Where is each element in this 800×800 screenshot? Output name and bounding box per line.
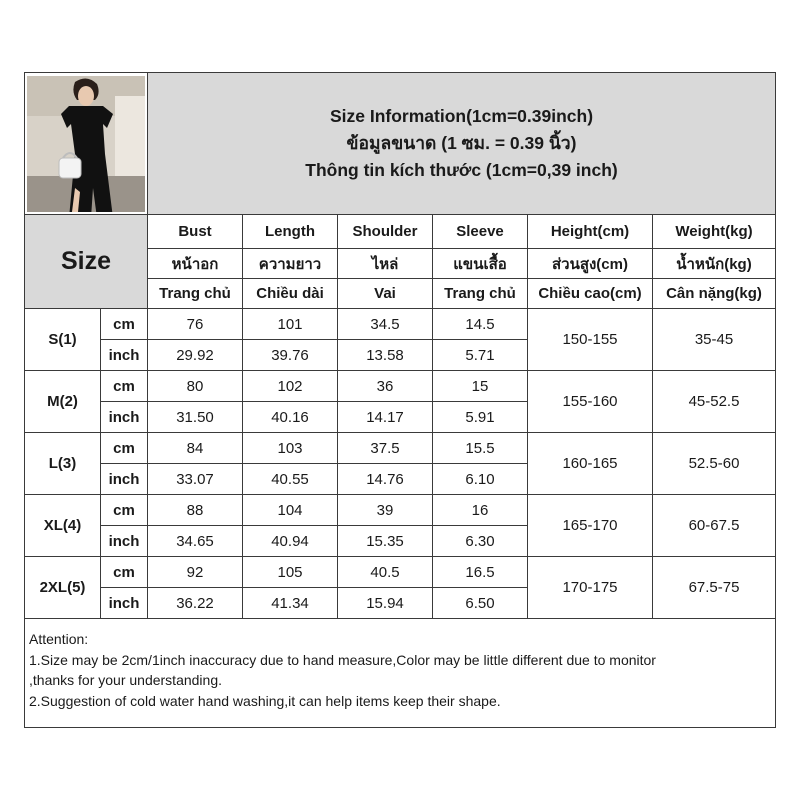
- column-header-th: แขนเสื้อ: [433, 249, 528, 279]
- unit-label-cm: cm: [101, 495, 148, 526]
- measure-inch: 6.30: [433, 526, 528, 557]
- measure-inch: 6.50: [433, 588, 528, 619]
- measure-inch: 40.16: [243, 402, 338, 433]
- unit-label-inch: inch: [101, 588, 148, 619]
- note-line: 2.Suggestion of cold water hand washing,it can help items keep their shape.: [29, 692, 501, 709]
- weight-range: 35-45: [653, 309, 775, 371]
- size-header: Size: [25, 215, 148, 309]
- column-header-en: Shoulder: [338, 215, 433, 249]
- column-header-th: ความยาว: [243, 249, 338, 279]
- measure-cm: 34.5: [338, 309, 433, 340]
- measure-cm: 88: [148, 495, 243, 526]
- measure-inch: 14.17: [338, 402, 433, 433]
- measure-cm: 15.5: [433, 433, 528, 464]
- unit-label-inch: inch: [101, 402, 148, 433]
- column-header-vi: Chiều cao(cm): [528, 279, 653, 309]
- measure-cm: 105: [243, 557, 338, 588]
- column-header-vi: Vai: [338, 279, 433, 309]
- unit-label-cm: cm: [101, 309, 148, 340]
- height-range: 150-155: [528, 309, 653, 371]
- measure-cm: 16: [433, 495, 528, 526]
- measure-cm: 76: [148, 309, 243, 340]
- title-th: ข้อมูลขนาด (1 ซม. = 0.39 นิ้ว): [346, 133, 577, 153]
- measure-inch: 33.07: [148, 464, 243, 495]
- note-line: ,thanks for your understanding.: [29, 672, 223, 688]
- measure-cm: 80: [148, 371, 243, 402]
- column-header-en: Length: [243, 215, 338, 249]
- note-line: 1.Size may be 2cm/1inch inaccuracy due to hand measure,Color may be little different due to monitor: [29, 651, 656, 668]
- measure-cm: 102: [243, 371, 338, 402]
- column-header-th: น้ำหนัก(kg): [653, 249, 775, 279]
- column-header-en: Height(cm): [528, 215, 653, 249]
- measure-inch: 40.94: [243, 526, 338, 557]
- title-vi: Thông tin kích thước (1cm=0,39 inch): [305, 160, 618, 180]
- size-name: S(1): [25, 309, 101, 371]
- measure-inch: 13.58: [338, 340, 433, 371]
- measure-inch: 31.50: [148, 402, 243, 433]
- size-chart: [24, 72, 776, 728]
- measure-cm: 16.5: [433, 557, 528, 588]
- weight-range: 67.5-75: [653, 557, 775, 619]
- column-header-vi: Chiều dài: [243, 279, 338, 309]
- measure-cm: 104: [243, 495, 338, 526]
- title-en: Size Information(1cm=0.39inch): [329, 106, 594, 126]
- height-range: 165-170: [528, 495, 653, 557]
- column-header-vi: Trang chủ: [148, 279, 243, 309]
- measure-cm: 103: [243, 433, 338, 464]
- measure-inch: 14.76: [338, 464, 433, 495]
- column-header-th: ไหล่: [338, 249, 433, 279]
- measure-cm: 15: [433, 371, 528, 402]
- measure-inch: 15.94: [338, 588, 433, 619]
- column-header-vi: Trang chủ: [433, 279, 528, 309]
- size-name: L(3): [25, 433, 101, 495]
- measure-inch: 5.71: [433, 340, 528, 371]
- title-block: [148, 73, 775, 215]
- measure-inch: 34.65: [148, 526, 243, 557]
- measure-cm: 40.5: [338, 557, 433, 588]
- measure-inch: 41.34: [243, 588, 338, 619]
- measure-cm: 101: [243, 309, 338, 340]
- measure-cm: 37.5: [338, 433, 433, 464]
- column-header-th: หน้าอก: [148, 249, 243, 279]
- weight-range: 52.5-60: [653, 433, 775, 495]
- unit-label-inch: inch: [101, 340, 148, 371]
- size-name: M(2): [25, 371, 101, 433]
- column-header-vi: Cân nặng(kg): [653, 279, 775, 309]
- unit-label-cm: cm: [101, 557, 148, 588]
- measure-inch: 6.10: [433, 464, 528, 495]
- attention-notes: [25, 627, 775, 727]
- column-header-en: Sleeve: [433, 215, 528, 249]
- size-name: 2XL(5): [25, 557, 101, 619]
- unit-label-inch: inch: [101, 526, 148, 557]
- column-header-th: ส่วนสูง(cm): [528, 249, 653, 279]
- height-range: 160-165: [528, 433, 653, 495]
- height-range: 170-175: [528, 557, 653, 619]
- height-range: 155-160: [528, 371, 653, 433]
- size-name: XL(4): [25, 495, 101, 557]
- unit-label-cm: cm: [101, 371, 148, 402]
- column-header-en: Weight(kg): [653, 215, 775, 249]
- measure-inch: 40.55: [243, 464, 338, 495]
- column-header-en: Bust: [148, 215, 243, 249]
- weight-range: 45-52.5: [653, 371, 775, 433]
- measure-inch: 29.92: [148, 340, 243, 371]
- product-photo-cell: [25, 73, 148, 215]
- measure-cm: 92: [148, 557, 243, 588]
- measure-inch: 39.76: [243, 340, 338, 371]
- unit-label-cm: cm: [101, 433, 148, 464]
- weight-range: 60-67.5: [653, 495, 775, 557]
- measure-inch: 5.91: [433, 402, 528, 433]
- measure-inch: 15.35: [338, 526, 433, 557]
- measure-cm: 14.5: [433, 309, 528, 340]
- unit-label-inch: inch: [101, 464, 148, 495]
- note-line: Attention:: [29, 631, 89, 647]
- dress-photo: [27, 76, 145, 212]
- measure-cm: 84: [148, 433, 243, 464]
- measure-inch: 36.22: [148, 588, 243, 619]
- measure-cm: 39: [338, 495, 433, 526]
- measure-cm: 36: [338, 371, 433, 402]
